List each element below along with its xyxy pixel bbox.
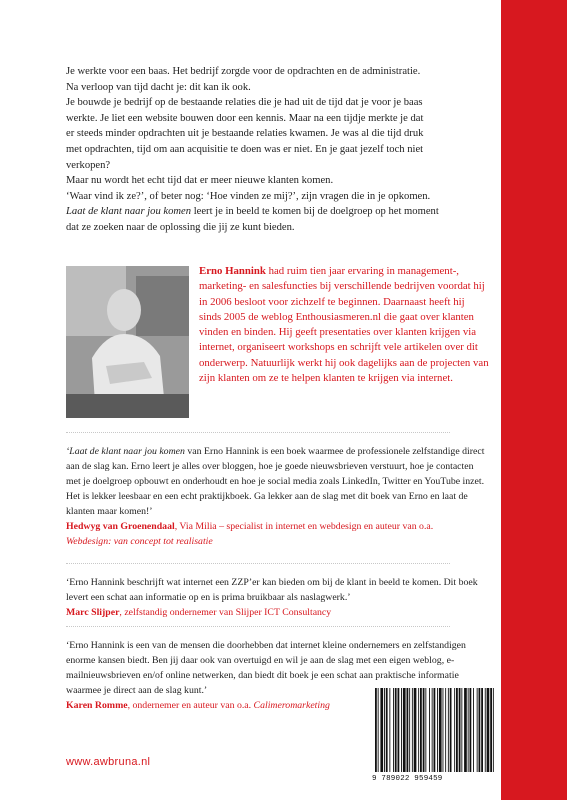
barcode-bar	[380, 688, 383, 772]
barcode-bar	[407, 688, 409, 772]
barcode-bar	[479, 688, 481, 772]
red-side-bar	[501, 0, 567, 800]
barcode-bar	[461, 688, 462, 772]
barcode-bar	[445, 688, 446, 772]
barcode-bar	[443, 688, 444, 772]
intro-line: Je bouwde je bedrijf op de bestaande relaties die je had uit de tijd dat je voor je baas	[66, 97, 423, 109]
barcode-bar	[386, 688, 388, 772]
barcode-bar	[393, 688, 394, 772]
quote-role: , zelfstandig ondernemer van Slijper ICT Consultancy	[119, 607, 332, 618]
quote-role: , ondernemer en auteur van o.a.	[127, 700, 252, 711]
intro-line: er steeds minder opdrachten uit je bestaande relaties kwamen. Je was al die tijd druk	[66, 128, 424, 140]
barcode-bar	[477, 688, 478, 772]
barcode-bar	[493, 688, 494, 772]
intro-line: Maar nu wordt het echt tijd dat er meer nieuwe klanten komen.	[66, 175, 334, 187]
quote-attribution	[66, 519, 490, 534]
barcode-bar	[401, 688, 402, 772]
review-quote	[66, 575, 490, 620]
intro-line: Na verloop van tijd dacht je: dit kan ik ook.	[66, 81, 251, 93]
intro-line: Je werkte voor een baas. Het bedrijf zorgde voor de opdrachten en de administratie.	[66, 66, 421, 77]
barcode-bar	[485, 688, 486, 772]
barcode-bar	[470, 688, 472, 772]
barcode-bar	[414, 688, 417, 772]
intro-line: met opdrachten, tijd om aan acquisitie te doen was er niet. En je gaat jezelf toch niet	[66, 143, 424, 155]
barcode-bar	[375, 688, 377, 772]
barcode-bar	[434, 688, 436, 772]
intro-line: ‘Waar vind ik ze?’, of beter nog: ‘Hoe vinden ze mij?’, zijn vragen die in je opkomen.	[66, 190, 431, 202]
barcode-bar	[420, 688, 422, 772]
barcode-bar	[454, 688, 455, 772]
barcode-bar	[425, 688, 426, 772]
divider	[66, 626, 450, 627]
quote-text	[66, 444, 490, 519]
quote-author: Marc Slijper	[66, 607, 120, 618]
author-bio-text: had ruim tien jaar ervaring in management-, marketing- en salesfuncties bij verschillende bedrijven voordat hij in 2006 besloot voor zichzelf te beginnen. Daarnaast heeft hij sinds 2005 de weblog Enthousiasmeren.nl die gaat over klanten vinden en binden. Hij geeft presentaties over klanten krijgen via internet, organiseert workshops en schrijft vele artikelen over dit onderwerp. Natuurlijk werkt hij ook dagelijks aan de projecten van zijn klanten om ze te helpen klanten te krijgen via internet.	[199, 265, 489, 385]
barcode-bar	[456, 688, 458, 772]
divider	[66, 563, 450, 564]
intro-line	[66, 204, 486, 220]
intro-line: dat ze zoeken naar de oplossing die jij ze kunt bieden.	[66, 221, 295, 233]
barcode-bar	[487, 688, 490, 772]
author-bio	[199, 264, 489, 386]
barcode-bar	[409, 688, 410, 772]
barcode-bar	[384, 688, 385, 772]
quote-author: Hedwyg van Groenendaal	[66, 521, 175, 532]
quote-role: , Via Milia – specialist in internet en webdesign en auteur van o.a.	[174, 521, 434, 532]
barcode-bar	[429, 688, 430, 772]
barcode-bar	[459, 688, 461, 772]
barcode-bar	[398, 688, 400, 772]
barcode-bar	[423, 688, 425, 772]
barcode-bar	[450, 688, 452, 772]
barcode-bar	[468, 688, 469, 772]
barcode-bar	[389, 688, 390, 772]
barcode-bar	[437, 688, 438, 772]
barcode	[371, 686, 499, 786]
barcode-bar	[403, 688, 406, 772]
barcode-bar	[378, 688, 379, 772]
book-title: Laat de klant naar jou komen	[66, 206, 192, 218]
quote-author: Karen Romme	[66, 700, 128, 711]
barcode-bar	[473, 688, 474, 772]
barcode-bar	[448, 688, 449, 772]
barcode-bar	[412, 688, 413, 772]
quote-book-title: ‘Laat de klant naar jou komen	[66, 446, 185, 457]
author-name: Erno Hannink	[199, 265, 266, 277]
barcode-bar	[464, 688, 467, 772]
barcode-bar	[395, 688, 397, 772]
barcode-bar	[490, 688, 492, 772]
barcode-bar	[432, 688, 433, 772]
publisher-url[interactable]: www.awbruna.nl	[66, 756, 151, 768]
barcode-bar	[418, 688, 419, 772]
quote-book: Calimeromarketing	[253, 700, 330, 711]
quote-body: ‘Erno Hannink beschrijft wat internet een ZZP’er kan bieden om bij de klant in beeld te komen. Dit boek levert een schat aan informatie op en is prima bruikbaar als naslagwerk.’	[66, 577, 478, 603]
quote-attribution	[66, 605, 490, 620]
divider	[66, 432, 450, 433]
intro-line: verkopen?	[66, 159, 111, 171]
quote-body: van Erno Hannink is een boek waarmee de professionele zelfstandige direct aan de slag kan. Erno leert je alles over bloggen, hoe je goede nieuwsbrieven verstuurt, hoe je contacten met je doelgroep opbouwt en onderhoudt en hoe je social media zoals LinkedIn, Twitter en YouTube inzet. Het is lekker leesbaar en een echt praktijkboek. Ga lekker aan de slag met dit boek van Erno en laat de klanten maar komen!’	[66, 446, 485, 517]
quote-body: ‘Erno Hannink is een van de mensen die doorhebben dat internet kleine ondernemers en zelfstandigen enorme kansen biedt. Ben jij daar ook van overtuigd en wil je aan de slag met een eigen weblog, e-mailnieuwsbrieven en/of online netwerken, dan biedt dit boek je een schat aan praktische informatie waarmee je direct aan de slag kunt.’	[66, 640, 466, 696]
intro-line: werkte. Je liet een website bouwen door een kennis. Maar na een tijdje merkte je dat	[66, 112, 424, 124]
barcode-number: 9 789022 959459	[372, 775, 443, 783]
intro-line-rest: leert je in beeld te komen bij de doelgroep op het moment	[191, 206, 439, 218]
quote-book: Webdesign: van concept tot realisatie	[66, 536, 213, 547]
author-photo	[66, 266, 189, 418]
intro-text	[66, 64, 486, 236]
barcode-bar	[481, 688, 483, 772]
review-quote	[66, 444, 490, 549]
barcode-bar	[439, 688, 442, 772]
